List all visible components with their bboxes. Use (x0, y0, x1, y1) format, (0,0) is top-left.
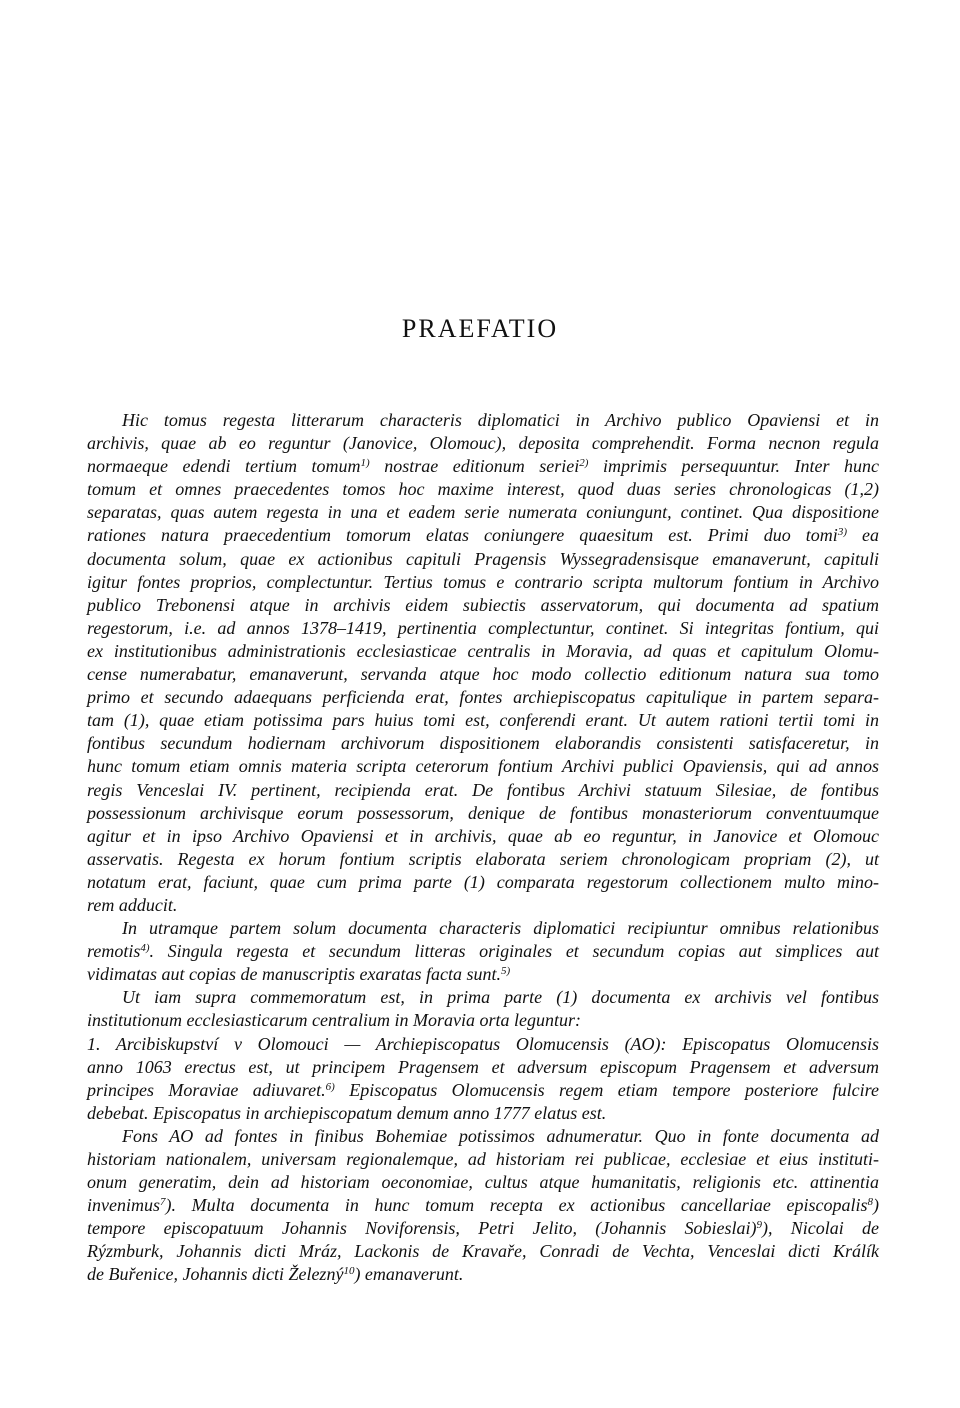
text-segment: 1. Arcibiskupství v Olomouci — Archiepiscopatus Olomucensis (AO): Episcopatus Olomucensis (87, 1033, 879, 1054)
text-segment: publico Trebonensi atque in archivis eidem subiectis asservatorum, qui documenta ad spatium (87, 594, 879, 615)
text-line (87, 524, 879, 547)
footnote-marker: 3) (837, 526, 847, 539)
text-line (87, 1263, 879, 1286)
page-title: PRAEFATIO (401, 314, 559, 343)
text-segment: historiam nationalem, universam regionalemque, ad historiam rei publicae, ecclesiae et eius instituti- (87, 1149, 879, 1169)
text-line (87, 732, 879, 755)
text-segment: ex institutionibus administrationis ecclesiasticae centralis in Moravia, ad quas et capitulum Olomu- (87, 640, 879, 661)
text-segment: hunc tomum etiam omnis materia scripta ceterorum fontium Archivi publici Opaviensis, qui ad annos (87, 756, 879, 777)
text-segment: Ut iam supra commemoratum est, in prima parte (1) documenta ex archivis vel fontibus (122, 987, 879, 1008)
footnote-marker: 8 (867, 1196, 873, 1209)
text-segment: debebat. Episcopatus in archiepiscopatum demum anno 1777 elatus est. (87, 1102, 607, 1123)
footnote-marker: 4) (140, 942, 150, 955)
text-line (87, 709, 879, 732)
text-segment: tempore episcopatuum Johannis Noviforensis, Petri Jelito, (Johannis Sobieslai) (87, 1218, 757, 1239)
text-segment: In utramque partem solum documenta characteris diplomatici recipiuntur omnibus relationibus (122, 918, 879, 939)
text-segment: anno 1063 erectus est, ut principem Pragensem et adversum episcopum Pragensem et adversum (87, 1056, 879, 1077)
text-line (87, 1102, 879, 1125)
footnote-marker: 9 (756, 1219, 762, 1232)
text-segment: ). Multa documenta in hunc tomum recepta ex actionibus cancellariae episcopalis (165, 1195, 868, 1216)
text-segment: Rýzmburk, Johannis dicti Mráz, Lackonis de Kravaře, Conradi de Vechta, Venceslai dicti Králík (87, 1241, 879, 1262)
text-segment: imprimis persequuntur. Inter hunc (588, 456, 879, 477)
text-line (87, 1009, 879, 1032)
text-line (87, 617, 879, 640)
footnote-marker: 2) (579, 457, 589, 470)
text-line (87, 548, 879, 571)
text-segment: tam (1), quae etiam potissima pars huius tomi est, conferendi erant. Ut autem rationi tertii tomi in (87, 710, 879, 731)
text-segment: onum generatim, dein ad historiam oeconomiae, cultus atque humanitatis, religionis etc. attinentia (87, 1172, 879, 1193)
text-line (87, 802, 879, 825)
text-line (87, 501, 879, 524)
text-line (87, 1240, 879, 1263)
text-line (87, 848, 879, 871)
text-line (87, 594, 879, 617)
text-line (87, 663, 879, 686)
text-segment: tomum et omnes praecedentes tomos hoc maxime interest, quod duas series chronologicas (1,2) (87, 479, 879, 500)
text-segment: ) (873, 1195, 879, 1216)
text-segment: ), Nicolai de (761, 1218, 879, 1239)
text-line (87, 1194, 879, 1217)
text-segment: normaeque edendi tertium tomum (87, 456, 361, 477)
text-segment: regestorum, i.e. ad annos 1378–1419, pertinentia complectuntur, continet. Si integritas fontium, qui (87, 617, 879, 638)
text-segment: primo et secundo adaequans perficienda erat, fontes archiepiscopatus capitulique in partem separa- (87, 687, 879, 708)
text-line (87, 825, 879, 848)
text-segment: igitur fontes proprios, complectuntur. Tertius tomus e contrario scripta multorum fontium in Archivo (87, 571, 879, 592)
text-segment: remotis (87, 941, 141, 962)
text-segment: . Singula regesta et secundum litteras originales et secundum copias aut simplices aut (149, 941, 879, 962)
text-line (87, 755, 879, 778)
text-line (87, 455, 879, 478)
text-segment: possessionum archivisque eorum possessorum, denique de fontibus monasteriorum conventuumque (87, 802, 879, 823)
text-line (87, 1217, 879, 1240)
text-segment: invenimus (87, 1195, 160, 1216)
text-line (87, 871, 879, 894)
footnote-marker: 5) (500, 965, 511, 978)
text-segment: archivis, quae ab eo reguntur (Janovice, Olomouc), deposita comprehendit. Forma necnon regula (87, 433, 879, 454)
text-line (87, 1079, 879, 1102)
footnote-marker: 6) (325, 1080, 335, 1093)
text-line (87, 571, 879, 594)
text-line (87, 640, 879, 663)
text-line (87, 986, 879, 1009)
text-line (87, 1125, 879, 1148)
text-segment: de Buřenice, Johannis dicti Železný (87, 1264, 344, 1285)
text-line (87, 894, 879, 917)
text-segment: Fons AO ad fontes in finibus Bohemiae potissimos adnumeratur. Quo in fonte documenta ad (122, 1125, 879, 1146)
text-line (87, 779, 879, 802)
footnote-marker: 7 (159, 1196, 166, 1209)
text-segment: documenta solum, quae ex actionibus capituli Pragensis Wyssegradensisque emanaverunt, capituli (87, 548, 879, 569)
text-line (87, 1171, 879, 1194)
text-segment: cense numerabatur, emanaverunt, servanda atque hoc modo collectio editionum natura sua tomo (87, 664, 879, 685)
text-line (87, 1033, 879, 1056)
text-line (87, 409, 879, 432)
text-segment: asservatis. Regesta ex horum fontium scriptis elaborata seriem chronologicam propriam (2), ut (87, 848, 879, 869)
text-segment: notatum erat, faciunt, quae cum prima parte (1) comparata regestorum collectionem multo mino- (87, 871, 879, 892)
text-segment: institutionum ecclesiasticarum centralium in Moravia orta leguntur: (87, 1010, 581, 1031)
text-line (87, 478, 879, 501)
text-segment: Hic tomus regesta litterarum characteris diplomatici in Archivo publico Opaviensi et in (122, 410, 879, 430)
text-segment: Episcopatus Olomucensis regem etiam tempore posteriore fulcire (334, 1079, 880, 1100)
text-line (87, 917, 879, 940)
preface-body (87, 409, 879, 1287)
footnote-marker: 10 (343, 1265, 355, 1278)
text-line (87, 1056, 879, 1079)
text-line (87, 432, 879, 455)
text-line (87, 963, 879, 986)
text-segment: regis Venceslai IV. pertinent, recipienda erat. De fontibus Archivi statuum Silesiae, de fontibus (87, 779, 879, 800)
text-segment: vidimatas aut copias de manuscriptis exaratas facta sunt. (87, 964, 501, 985)
text-segment: agitur et in ipso Archivo Opaviensi et in archivis, quae ab eo reguntur, in Janovice et Olomouc (87, 825, 879, 846)
text-segment: fontibus secundum hodiernam archivorum dispositionem elaborandis consistenti satisfaceretur, in (87, 733, 879, 754)
text-segment: separatas, quas autem regesta in una et eadem serie numerata coniungunt, continet. Qua dispositione (87, 502, 879, 523)
text-segment: rationes natura praecedentium tomorum elatas coniungere quaesitum est. Primi duo tomi (87, 525, 838, 546)
text-segment: principes Moraviae adiuvaret. (87, 1079, 326, 1100)
text-line (87, 686, 879, 709)
text-line (87, 1148, 879, 1171)
text-line (87, 940, 879, 963)
text-segment: ) emanaverunt. (354, 1264, 464, 1285)
text-segment: rem adducit. (87, 894, 178, 915)
text-segment: ea (846, 525, 879, 546)
footnote-marker: 1) (360, 457, 370, 470)
text-segment: nostrae editionum seriei (369, 456, 580, 477)
